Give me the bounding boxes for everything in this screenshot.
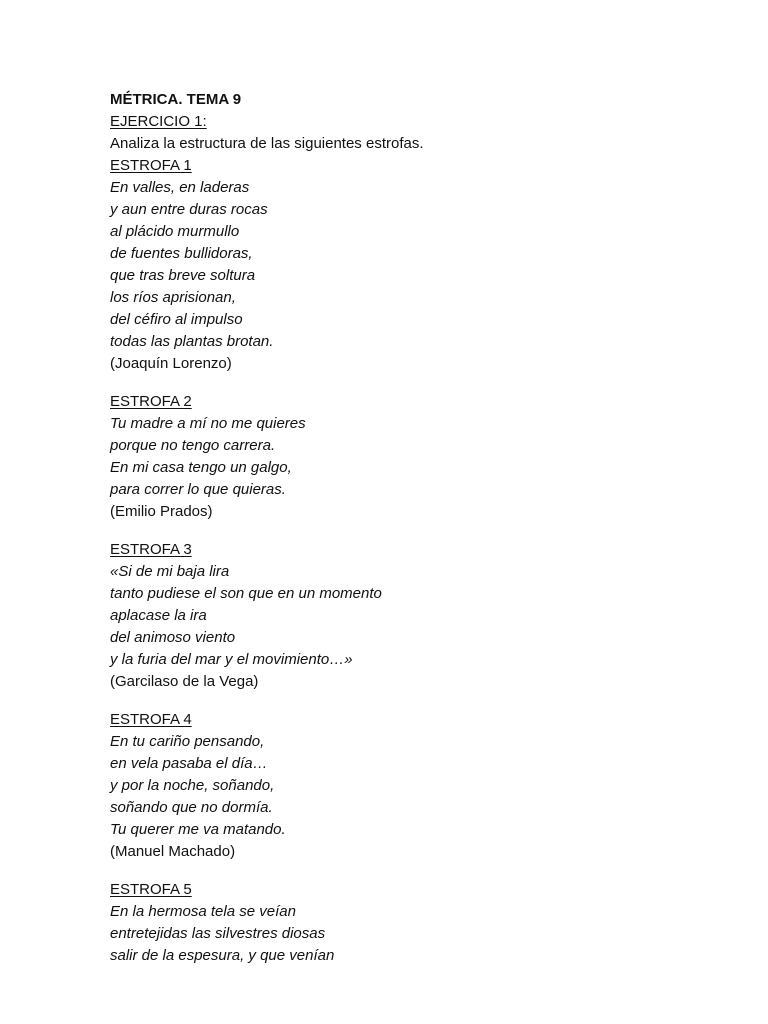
verse: Tu querer me va matando. xyxy=(110,821,286,838)
stanza-heading: ESTROFA 5 xyxy=(110,881,192,898)
verse: entretejidas las silvestres diosas xyxy=(110,925,326,942)
exercise-instruction: Analiza la estructura de las siguientes estrofas. xyxy=(110,135,424,152)
stanza-4 xyxy=(110,709,730,863)
verse: de fuentes bullidoras, xyxy=(110,245,253,262)
verse: En tu cariño pensando, xyxy=(110,733,265,750)
verse: tanto pudiese el son que en un momento xyxy=(110,585,382,602)
verse: los ríos aprisionan, xyxy=(110,289,236,306)
page-title: MÉTRICA. TEMA 9 xyxy=(110,91,242,108)
stanza-author: (Joaquín Lorenzo) xyxy=(110,355,232,372)
stanza-5 xyxy=(110,879,730,967)
stanza-author: (Garcilaso de la Vega) xyxy=(110,673,259,690)
verse: todas las plantas brotan. xyxy=(110,333,274,350)
verse: en vela pasaba el día… xyxy=(110,755,268,772)
verse: y por la noche, soñando, xyxy=(110,777,275,794)
stanza-heading: ESTROFA 4 xyxy=(110,711,192,728)
stanza-author: (Manuel Machado) xyxy=(110,843,236,860)
exercise-label: EJERCICIO 1: xyxy=(110,113,207,130)
verse: al plácido murmullo xyxy=(110,223,240,240)
verse: para correr lo que quieras. xyxy=(110,481,286,498)
verse: En mi casa tengo un galgo, xyxy=(110,459,292,476)
verse: y la furia del mar y el movimiento…» xyxy=(110,651,353,668)
verse: En valles, en laderas xyxy=(110,179,250,196)
stanza-heading: ESTROFA 2 xyxy=(110,393,192,410)
verse: porque no tengo carrera. xyxy=(110,437,276,454)
stanza-heading: ESTROFA 1 xyxy=(110,157,192,174)
verse: del animoso viento xyxy=(110,629,236,646)
verse: y aun entre duras rocas xyxy=(110,201,268,218)
verse: «Si de mi baja lira xyxy=(110,563,230,580)
document-page xyxy=(110,89,730,967)
stanza-heading: ESTROFA 3 xyxy=(110,541,192,558)
stanza-2 xyxy=(110,391,730,523)
stanza-1 xyxy=(110,155,730,375)
stanza-3 xyxy=(110,539,730,693)
verse: que tras breve soltura xyxy=(110,267,256,284)
verse: salir de la espesura, y que venían xyxy=(110,947,335,964)
verse: Tu madre a mí no me quieres xyxy=(110,415,306,432)
stanza-author: (Emilio Prados) xyxy=(110,503,213,520)
verse: soñando que no dormía. xyxy=(110,799,273,816)
verse: del céfiro al impulso xyxy=(110,311,243,328)
verse: aplacase la ira xyxy=(110,607,207,624)
verse: En la hermosa tela se veían xyxy=(110,903,296,920)
